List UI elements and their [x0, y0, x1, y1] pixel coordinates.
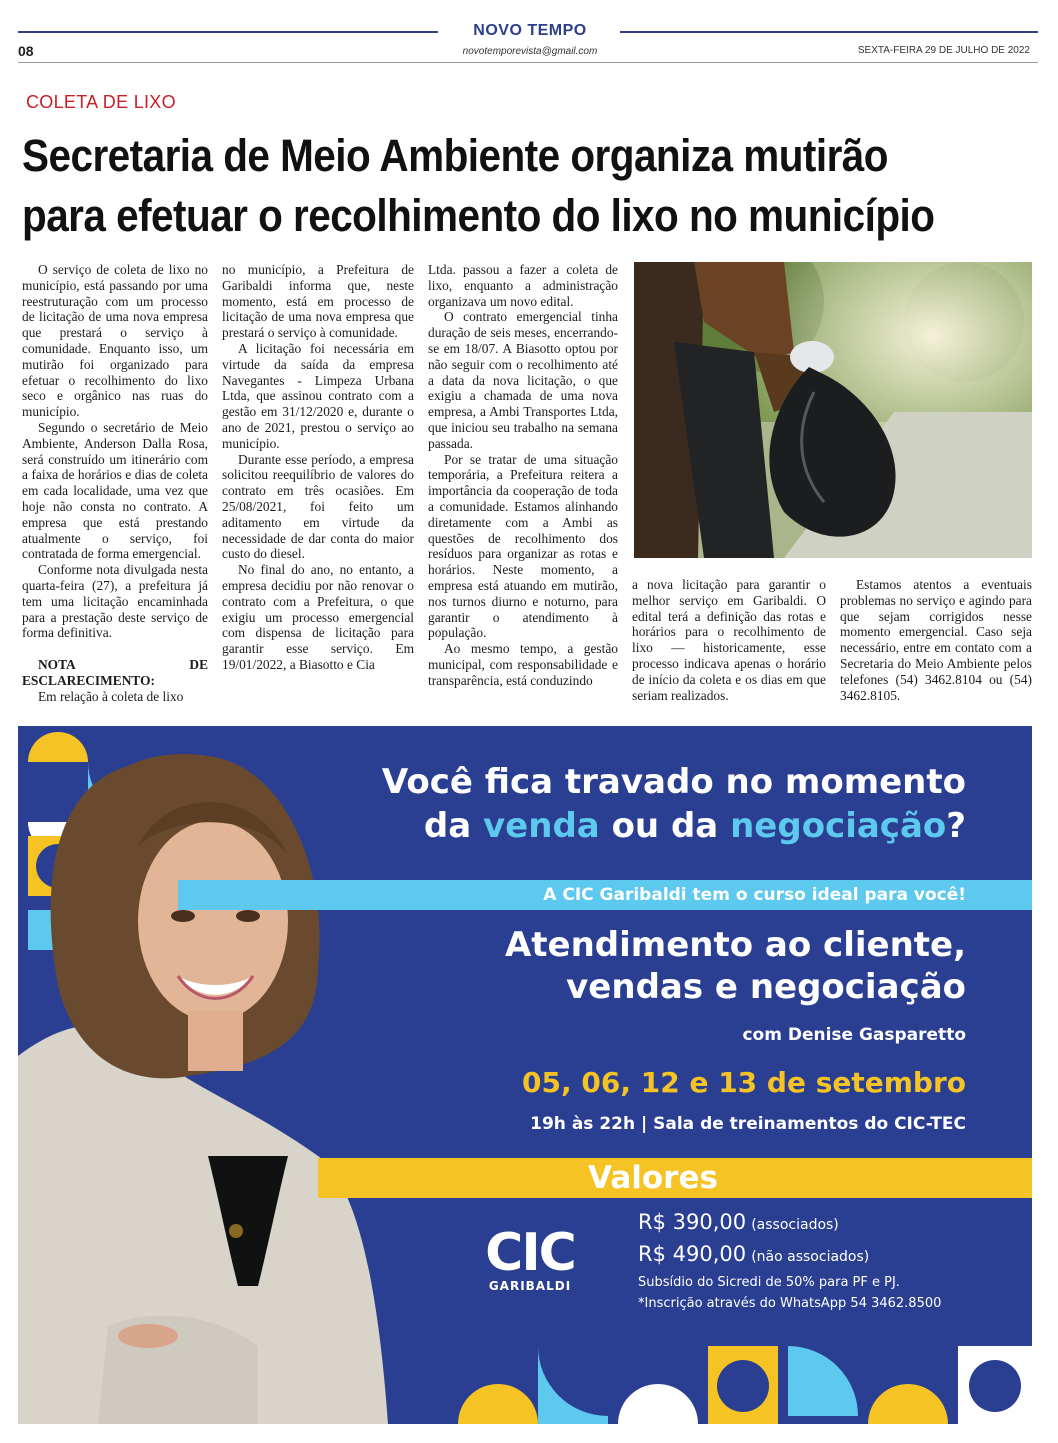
paragraph: Ao mesmo tempo, a gestão municipal, com responsabilidade e transparência, está conduzindo	[428, 641, 618, 688]
cic-logo-text: CIC	[485, 1223, 575, 1283]
article-column-4	[632, 577, 826, 703]
ad-headline-part: da	[423, 806, 484, 846]
cic-logo	[470, 1218, 590, 1298]
price-note: (associados)	[751, 1217, 839, 1233]
ad-headline-line-2	[382, 804, 966, 848]
paragraph: A licitação foi necessária em virtude da saída da empresa Navegantes - Limpeza Urbana Ltda, que assinou contrato com a gestão em 31/12/2020 e, durante o ano de 2021, prestou o serviço ao município.	[222, 340, 414, 451]
headline-line-2: para efetuar o recolhimento do lixo no município	[22, 190, 935, 241]
price-value: R$ 390,00	[638, 1210, 747, 1234]
section-label: COLETA DE LIXO	[26, 92, 176, 112]
paragraph: O contrato emergencial tinha duração de seis meses, encerrando-se em 18/07. A Biasotto optou por não seguir com o recolhimento até a data da nova licitação, o que exigiu a chamada de uma nova empresa, a Ambi Transportes Ltda, que iniciou seu trabalho na semana passada.	[428, 309, 618, 451]
paragraph: Por se tratar de uma situação temporária, a Prefeitura reitera a importância da cooperação de toda a comunidade. Estamos alinhando diretamente com a Ambi as questões de recolhimento dos resíduos para organizar as rotas e horários. Neste momento, a empresa está atuando em mutirão, nos turnos diurno e noturno, para garantir o atendimento à população.	[428, 451, 618, 641]
ad-headline-highlight-negociacao: negociação	[730, 806, 947, 846]
registration-note: *Inscrição através do WhatsApp 54 3462.8500	[638, 1296, 942, 1311]
newspaper-email: novotemporevista@gmail.com	[462, 46, 598, 57]
valores-label: Valores	[588, 1160, 718, 1196]
course-title	[505, 924, 966, 1008]
ad-cyan-band	[178, 880, 1032, 910]
ad-headline-highlight-venda: venda	[483, 806, 600, 846]
paragraph: Durante esse período, a empresa solicitou reequilíbrio de valores do contrato em três ocasiões. Em 25/08/2021, foi feito um aditamento em virtude da necessidade de dar conta do maior custo do diesel.	[222, 451, 414, 562]
article-column-5	[840, 577, 1032, 703]
cic-logo-subtext: GARIBALDI	[488, 1279, 572, 1293]
paragraph: Estamos atentos a eventuais problemas no serviço e agindo para que sejam corrigidos nesse momento emergencial. Caso seja necessário, entre em contato com a Secretaria do Meio Ambiente pelos telefones (54) 3462.8104 ou (54) 3462.8105.	[840, 577, 1032, 703]
paragraph: a nova licitação para garantir o melhor serviço em Garibaldi. O edital terá a definição das rotas e horários para o recolhimento de lixo — historicamente, esse processo indicava apenas o horário de início da coleta e os dias em que seriam realizados.	[632, 577, 826, 703]
subheading: NOTA DE ESCLARECIMENTO:	[22, 657, 208, 688]
paragraph: Conforme nota divulgada nesta quarta-feira (27), a prefeitura já tem uma licitação encaminhada para a prestação deste serviço de forma definitiva.	[22, 562, 208, 641]
masthead-divider	[18, 62, 1038, 63]
newspaper-title: NOVO TEMPO	[473, 22, 587, 39]
garbage-bag-photo	[634, 262, 1032, 558]
paragraph: Segundo o secretário de Meio Ambiente, Anderson Dalla Rosa, será construído um itinerário com a faixa de horários e dias de coleta em cada localidade, uma vez que hoje não consta no contrato. A empresa que está prestando atualmente o serviço, foi contratada de forma emergencial.	[22, 419, 208, 562]
masthead-rule-right	[620, 31, 1038, 33]
ad-headline	[382, 760, 966, 848]
headline-line-1: Secretaria de Meio Ambiente organiza mutirão	[22, 130, 888, 181]
paragraph: No final do ano, no entanto, a empresa decidiu por não renovar o contrato com a Prefeitura, o que exigiu um processo emergencial com dispensa de licitação para garantir esse serviço. Em 19/01/2022, a Biasotto e Cia	[222, 562, 414, 672]
price-nao-associados	[638, 1242, 869, 1266]
masthead-rule-left	[18, 31, 438, 33]
article-column-1	[22, 262, 208, 705]
photo-illustration	[634, 262, 1032, 558]
masthead	[0, 0, 1058, 64]
course-title-line-2: vendas e negociação	[566, 967, 966, 1007]
cic-course-advertisement	[18, 726, 1032, 1424]
page-number: 08	[18, 43, 34, 59]
ad-headline-line-1: Você fica travado no momento	[381, 762, 966, 802]
price-value: R$ 490,00	[638, 1242, 747, 1266]
article-column-2	[222, 262, 414, 673]
issue-date: SEXTA-FEIRA 29 DE JULHO DE 2022	[857, 45, 1030, 56]
course-title-line-1: Atendimento ao cliente,	[504, 925, 966, 965]
price-associados	[638, 1210, 839, 1234]
ad-headline-part: ?	[946, 806, 966, 846]
ad-band-text: A CIC Garibaldi tem o curso ideal para você!	[543, 885, 966, 905]
paragraph: O serviço de coleta de lixo no município, está passando por uma reestruturação com um processo de licitação de uma nova empresa que prestará o serviço à comunidade. Enquanto isso, um mutirão foi organizado para efetuar o recolhimento do lixo seco e orgânico nas ruas do município.	[22, 262, 208, 420]
price-note: (não associados)	[751, 1249, 870, 1265]
course-dates: 05, 06, 12 e 13 de setembro	[522, 1066, 966, 1099]
ad-headline-part: ou da	[599, 806, 731, 846]
article-headline	[22, 126, 940, 246]
paragraph: Em relação à coleta de lixo	[38, 688, 184, 704]
instructor-name: com Denise Gasparetto	[742, 1025, 966, 1045]
article-column-3	[428, 262, 618, 689]
subsidy-note: Subsídio do Sicredi de 50% para PF e PJ.	[638, 1275, 900, 1290]
paragraph: no município, a Prefeitura de Garibaldi informa que, neste momento, está em processo de licitação de uma nova empresa que prestará o serviço à comunidade.	[222, 262, 414, 341]
course-time-location: 19h às 22h | Sala de treinamentos do CIC-TEC	[530, 1114, 966, 1134]
paragraph: Ltda. passou a fazer a coleta de lixo, enquanto a administração organizava um novo edital.	[428, 262, 618, 309]
